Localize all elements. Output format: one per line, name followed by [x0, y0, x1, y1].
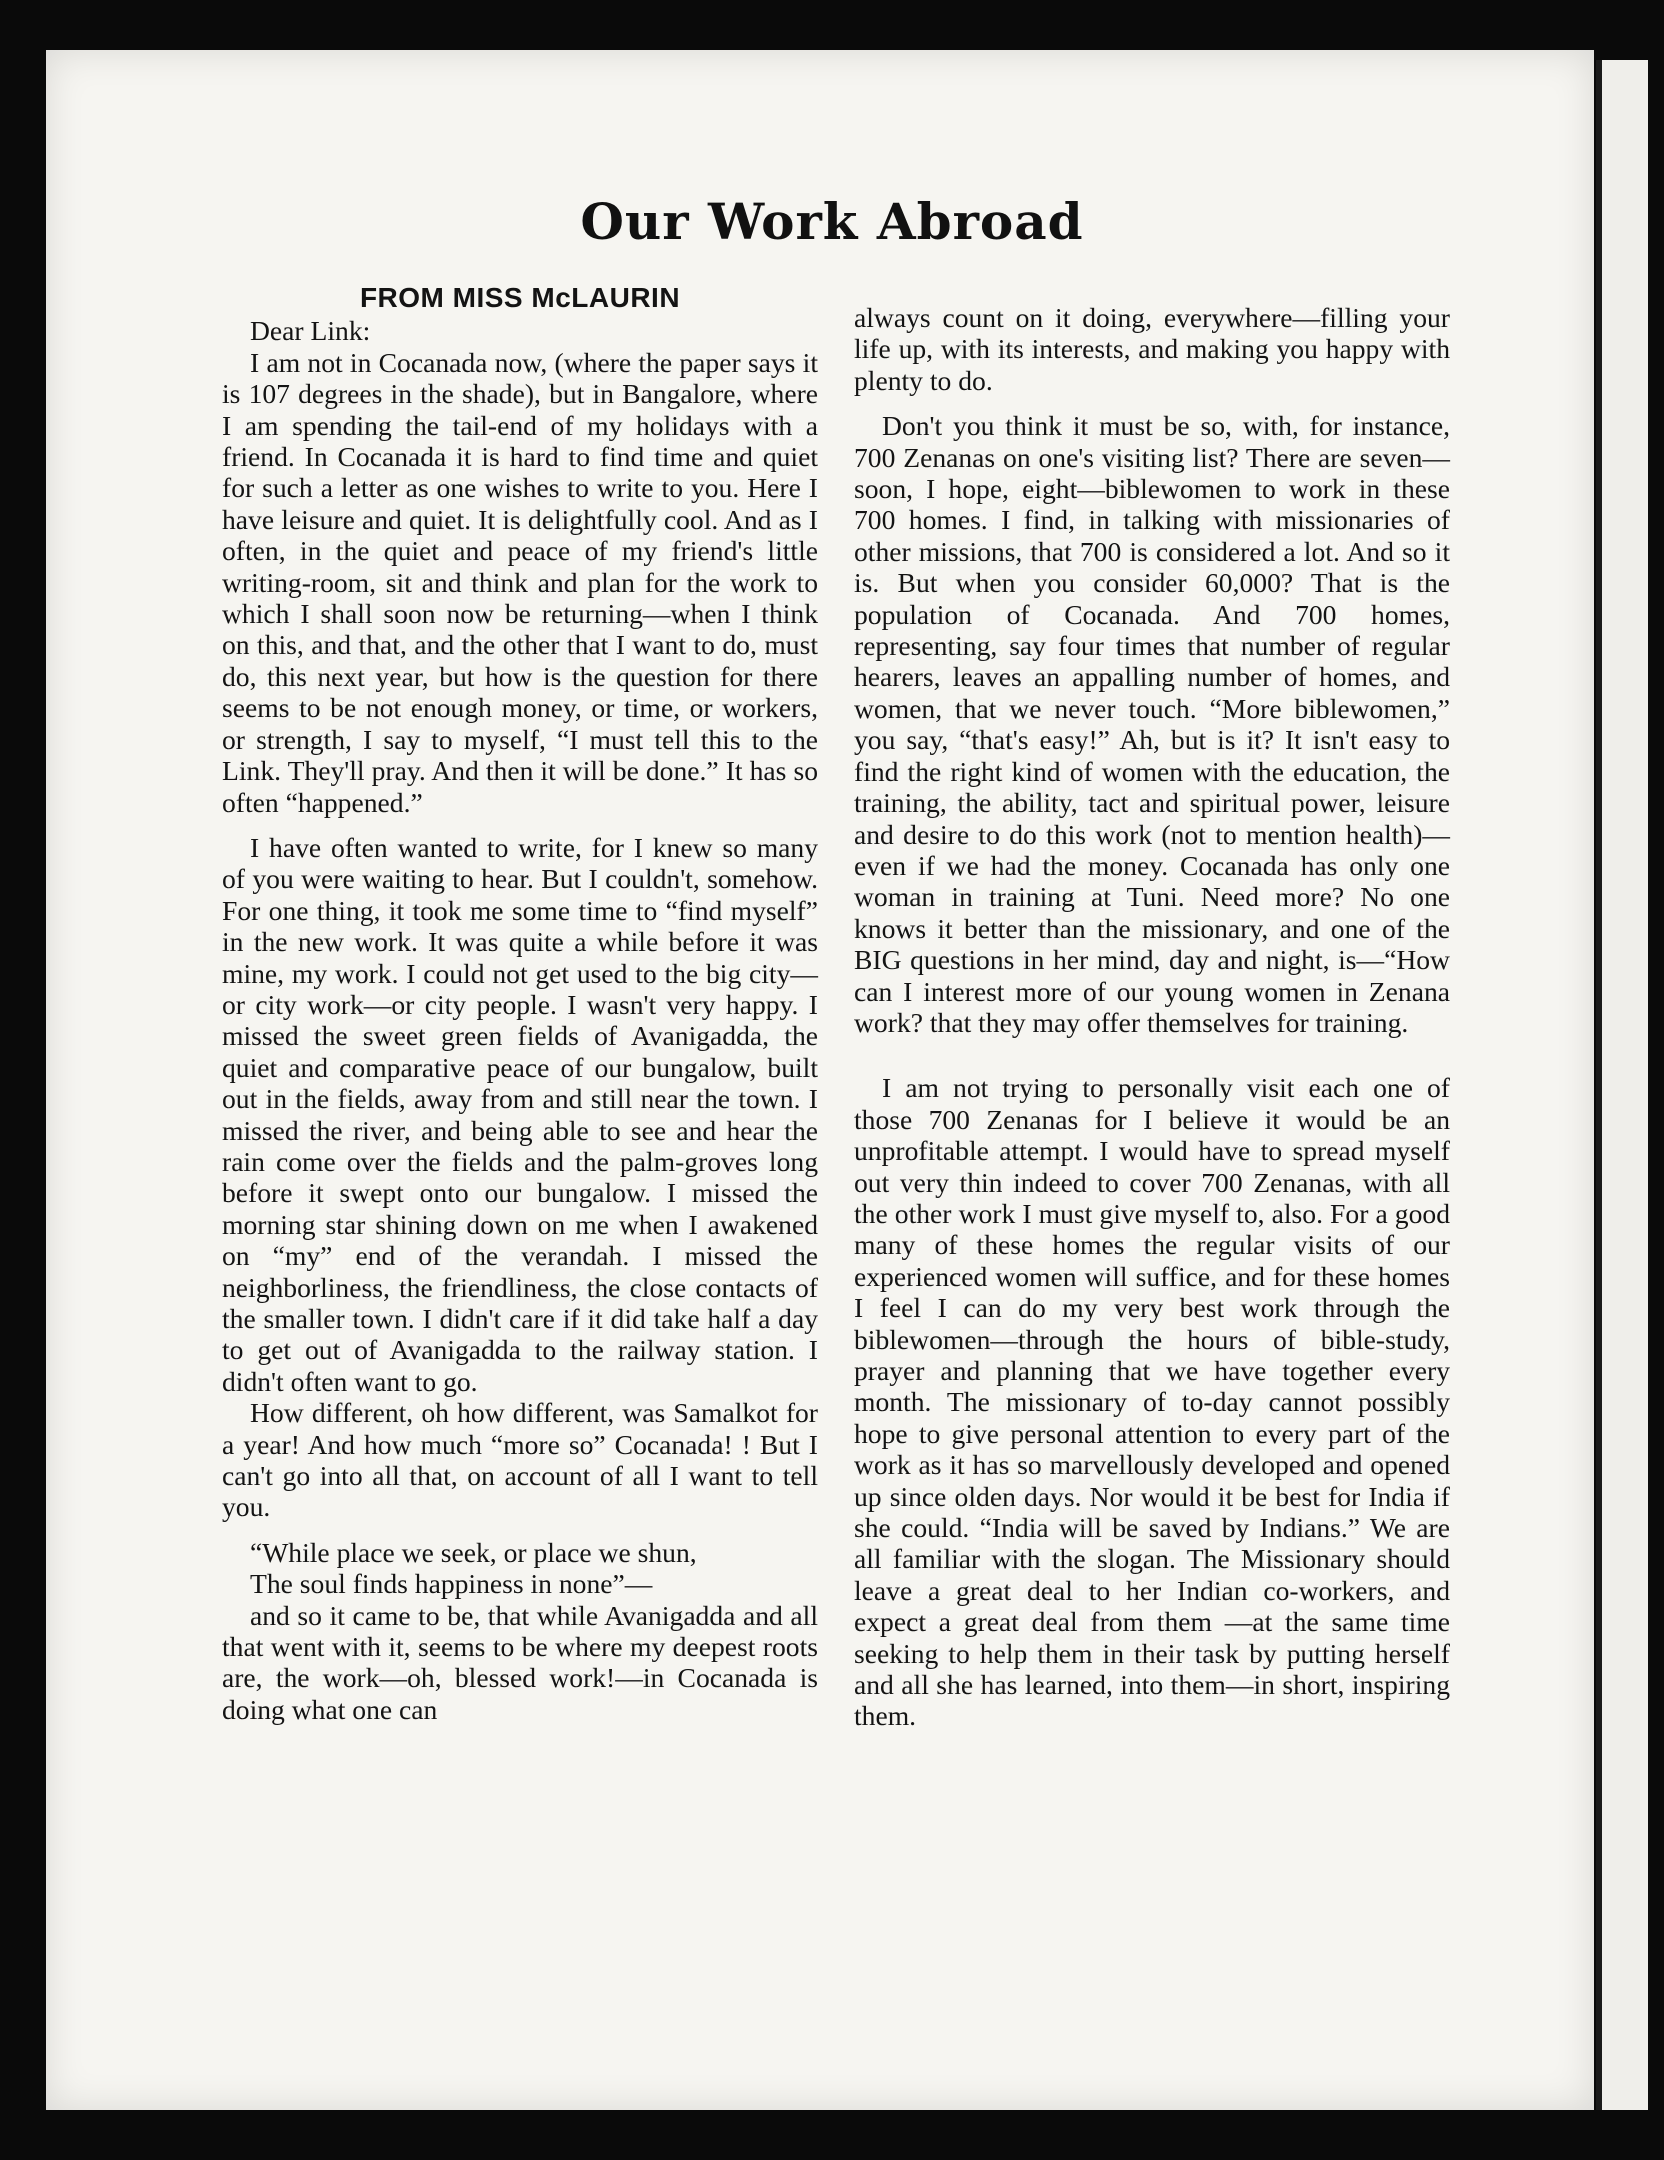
article-title: FROM MISS McLAURIN	[359, 282, 681, 313]
paragraph-continuation: always count on it doing, everywhere—filling your life up, with its interests, and making you happy with plenty to do.	[854, 302, 1450, 396]
next-page-edge	[1596, 60, 1648, 2110]
salutation: Dear Link:	[250, 315, 371, 347]
section-masthead: Our Work Abroad	[580, 192, 1084, 251]
right-column	[854, 302, 1450, 1732]
paragraph-2: I have often wanted to write, for I knew so many of you were waiting to hear. But I couldn't, somehow. For one thing, it took me some time to “find myself” in the new work. It was quite a while before it was mine, my work. I could not get used to the big city—or city work—or city people. I wasn't very happy. I missed the sweet green fields of Avanigadda, the quiet and comparative peace of our bungalow, built out in the fields, away from and still near the town. I missed the river, and being able to see and hear the rain come over the fields and the palm-groves long before it swept onto our bungalow. I missed the morning star shining down on me when I awakened on “my” end of the verandah. I missed the neighborliness, the friendliness, the close contacts of the smaller town. I didn't care if it did take half a day to get out of Avanigadda to the railway station. I didn't often want to go.	[222, 831, 818, 1397]
paragraph-4: Don't you think it must be so, with, for instance, 700 Zenanas on one's visiting list? There are seven—soon, I hope, eight—biblewomen to work in these 700 homes. I find, in talking with missionaries of other missions, that 700 is considered a lot. And so it is. But when you consider 60,000? That is the population of Cocanada. And 700 homes, representing, say four times that number of regular hearers, leaves an appalling number of homes, and women, that we never touch. “More biblewomen,” you say, “that's easy!” Ah, but is it? It isn't easy to find the right kind of women with the education, the training, the ability, tact and spiritual power, leisure and desire to do this work (not to mention health)—even if we had the money. Cocanada has only one woman in training at Tuni. Need more? No one knows it better than the missionary, and one of the BIG questions in her mind, day and night, is—“How can I interest more of our young women in Zenana work? that they may offer themselves for training.	[854, 410, 1450, 1038]
paragraph-1: I am not in Cocanada now, (where the paper says it is 107 degrees in the shade), but in Bangalore, where I am spending the tail-end of my holidays with a friend. In Cocanada it is hard to find time and quiet for such a letter as one wishes to write to you. Here I have leisure and quiet. It is delightfully cool. And as I often, in the quiet and peace of my friend's little writing-room, sit and think and plan for the work to which I shall soon now be returning—when I think on this, and that, and the other that I want to do, must do, this next year, but how is the question for there seems to be not enough money, or time, or workers, or strength, I say to myself, “I must tell this to the Link. They'll pray. And then it will be done.” It has so often “happened.”	[222, 346, 818, 818]
left-column	[222, 282, 818, 1725]
paragraph-after-verse: and so it came to be, that while Avanigadda and all that went with it, seems to be where my deepest roots are, the work—oh, blessed work!—in Cocanada is doing what one can	[222, 1599, 818, 1725]
verse-line-2: The soul finds happiness in none”—	[250, 1568, 653, 1600]
verse-line-1: “While place we seek, or place we shun,	[250, 1536, 697, 1568]
paragraph-3: How different, oh how different, was Samalkot for a year! And how much “more so” Cocanada! ! But I can't go into all that, on account of all I want to tell you.	[222, 1397, 818, 1523]
paragraph-5: I am not trying to personally visit each one of those 700 Zenanas for I believe it would be an unprofitable attempt. I would have to spread myself out very thin indeed to cover 700 Zenanas, with all the other work I must give myself to, also. For a good many of these homes the regular visits of our experienced women will suffice, and for these homes I feel I can do my very best work through the biblewomen—through the hours of bible-study, prayer and planning that we have together every month. The missionary of to-day cannot possibly hope to give personal attention to every part of the work as it has so marvellously developed and opened up since olden days. Nor would it be best for India if she could. “India will be saved by Indians.” We are all familiar with the slogan. The Missionary should leave a great deal to her Indian co-workers, and expect a great deal from them —at the same time seeking to help them in their task by putting herself and all she has learned, into them—in short, inspiring them.	[854, 1072, 1450, 1732]
